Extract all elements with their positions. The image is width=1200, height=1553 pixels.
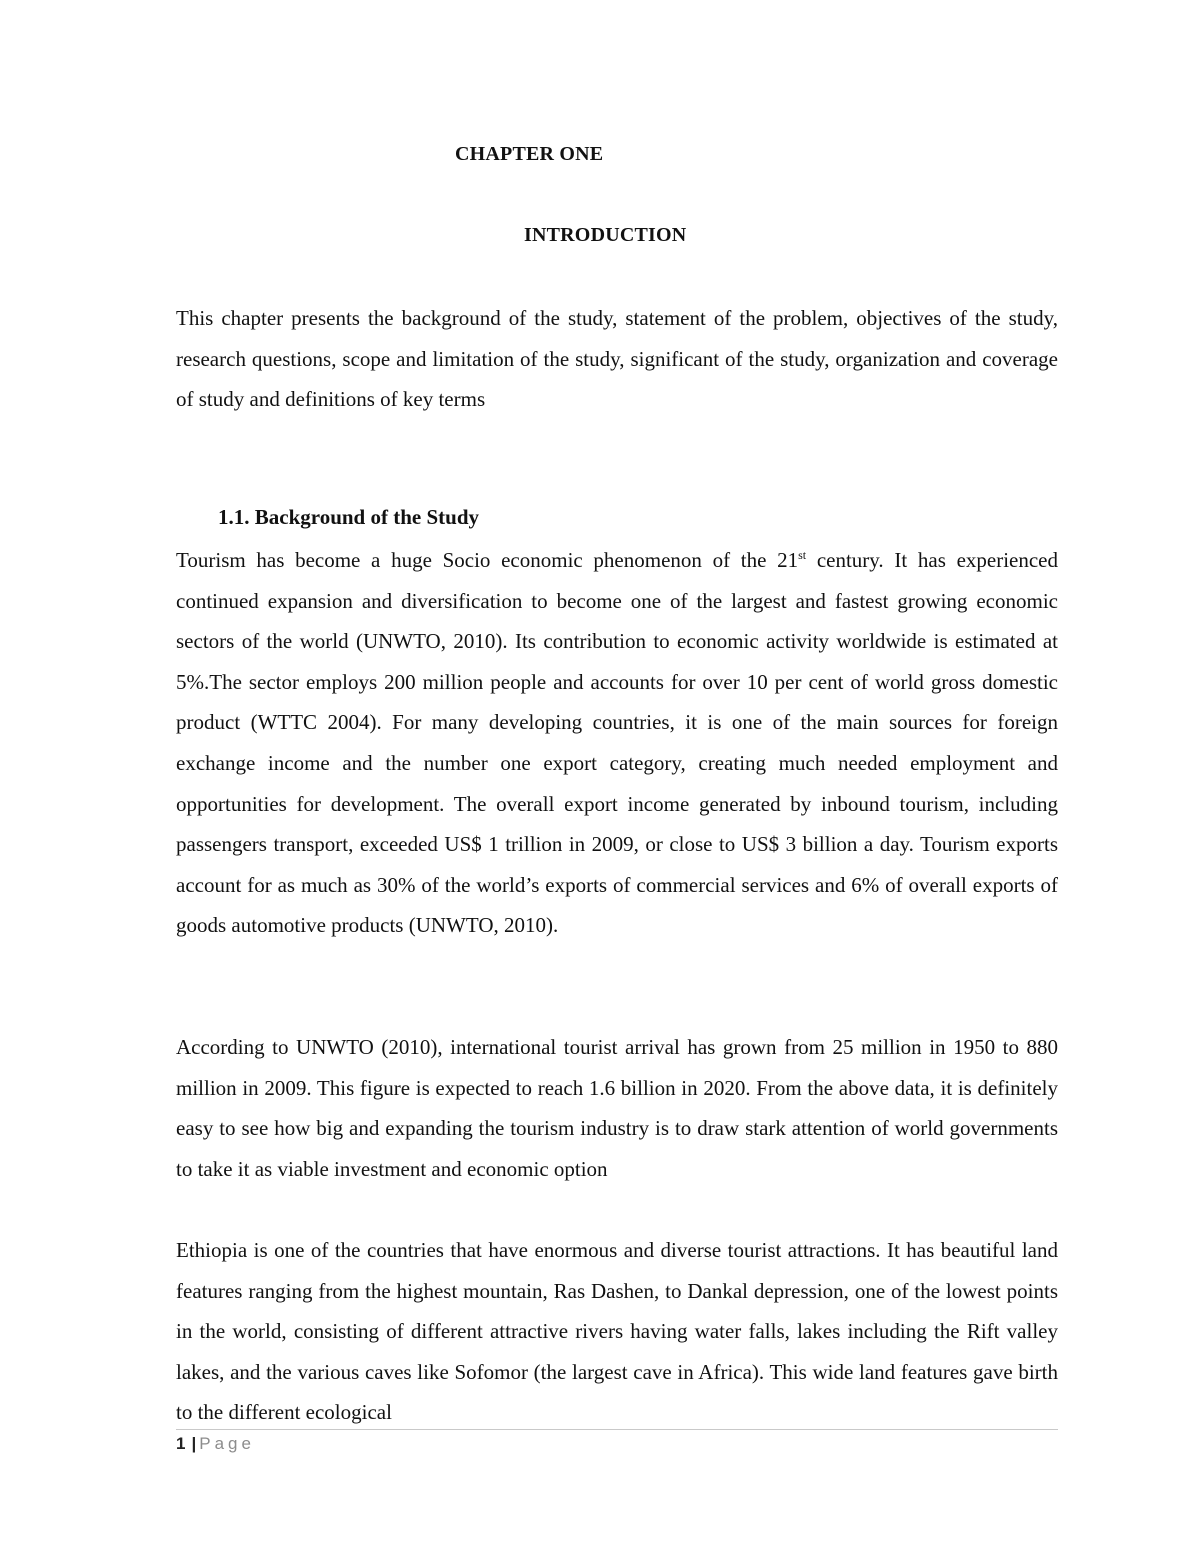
- page-footer: [176, 1434, 255, 1454]
- chapter-title: CHAPTER ONE: [455, 143, 604, 165]
- intro-paragraph: This chapter presents the background of the study, statement of the problem, objectives of the study, research questions, scope and limitation of the study, significant of the study, organization and coverage of study and definitions of key terms: [176, 306, 1058, 412]
- subsection-title: 1.1. Background of the Study: [218, 505, 480, 529]
- footer-divider: [176, 1429, 1058, 1430]
- page-label: Page: [199, 1434, 255, 1453]
- background-paragraph-rest: century. It has experienced continued expansion and diversification to become one of the largest and fastest growing economic sectors of the world (UNWTO, 2010). Its contribution to economic activity worldwide is estimated at 5%.The sector employs 200 million people and accounts for over 10 per cent of world gross domestic product (WTTC 2004). For many developing countries, it is one of the main sources for foreign exchange income and the number one export category, creating much needed employment and opportunities for development. The overall export income generated by inbound tourism, including passengers transport, exceeded US$ 1 trillion in 2009, or close to US$ 3 billion a day. Tourism exports account for as much as 30% of the world’s exports of commercial services and 6% of overall exports of goods automotive products (UNWTO, 2010).: [176, 548, 1059, 938]
- ethiopia-paragraph: Ethiopia is one of the countries that have enormous and diverse tourist attractions. It has beautiful land features ranging from the highest mountain, Ras Dashen, to Dankal depression, one of the lowest points in the world, consisting of different attractive rivers having water falls, lakes including the Rift valley lakes, and the various caves like Sofomor (the largest cave in Africa). This wide land features gave birth to the different ecological: [176, 1238, 1058, 1425]
- section-heading: INTRODUCTION: [524, 224, 687, 246]
- footer-separator: |: [191, 1434, 197, 1453]
- background-paragraph: [176, 540, 1058, 946]
- page-number: 1: [176, 1434, 186, 1453]
- background-paragraph-start: Tourism has become a huge Socio economic phenomenon of the 21: [176, 548, 799, 572]
- ordinal-suffix: st: [798, 548, 807, 562]
- unwto-paragraph: According to UNWTO (2010), international tourist arrival has grown from 25 million in 1950 to 880 million in 2009. This figure is expected to reach 1.6 billion in 2020. From the above data, it is definitely easy to see how big and expanding the tourism industry is to draw stark attention of world governments to take it as viable investment and economic option: [176, 1035, 1058, 1181]
